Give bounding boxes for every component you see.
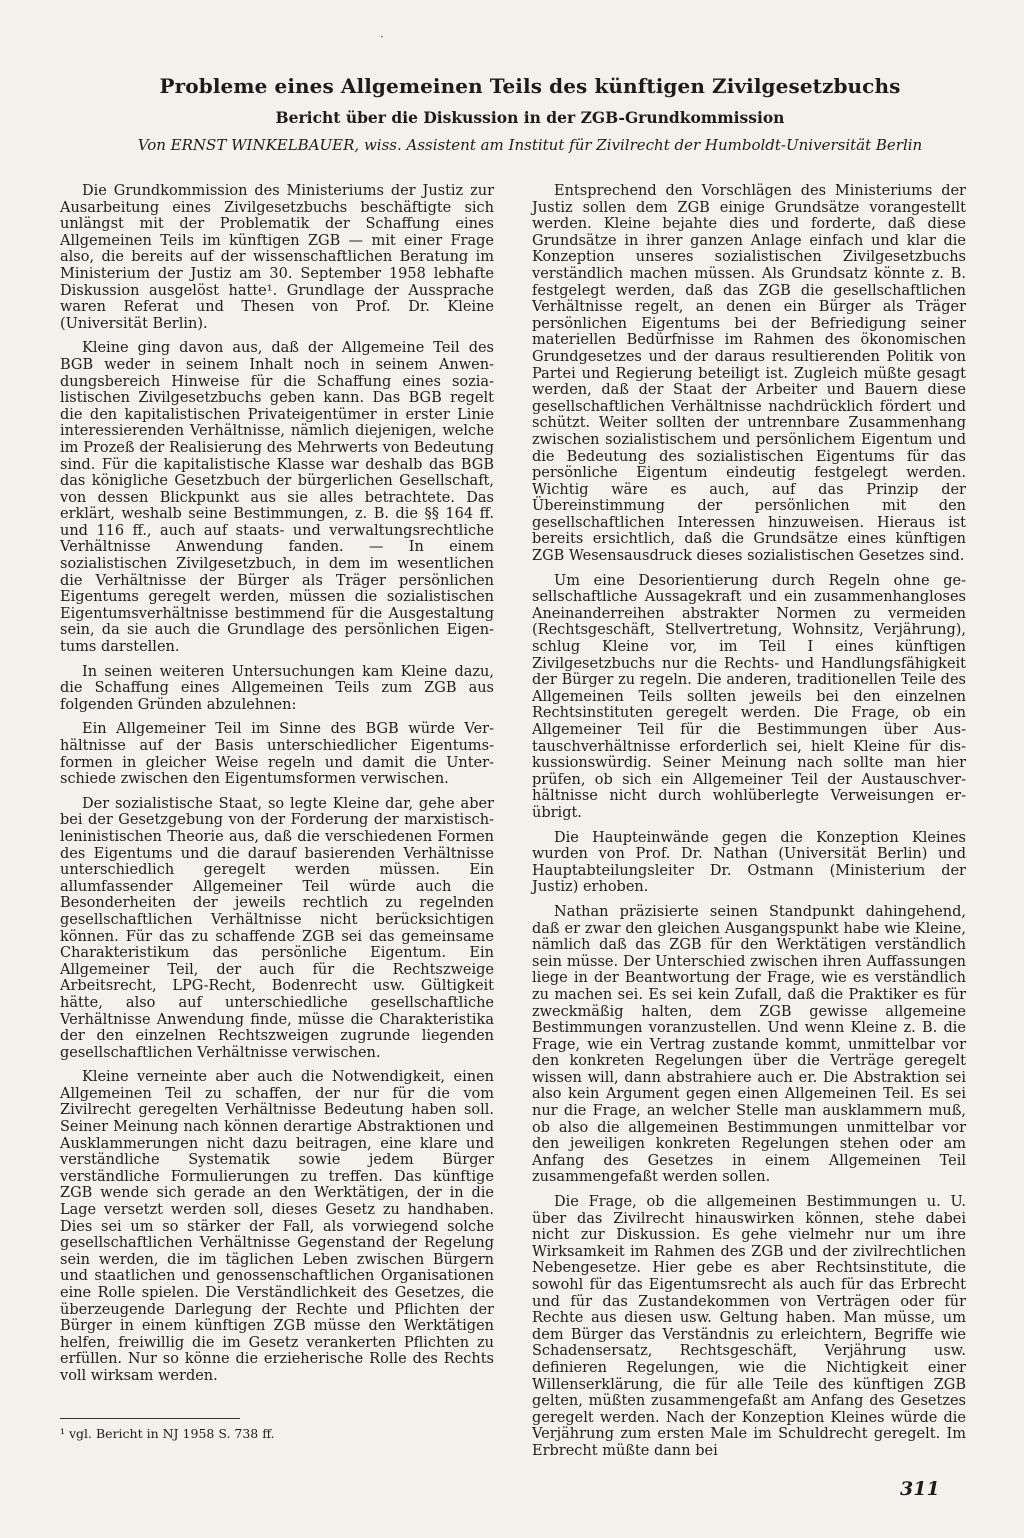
paragraph: Die Haupteinwände gegen die Konzeption Kleines wurden von Prof. Dr. Nathan (Universität Berlin) und Hauptabteilungsleiter Dr. Ostmann (Ministerium der Justiz) erhoben. — [532, 829, 966, 896]
paragraph: Nathan präzisierte seinen Standpunkt dahingehend, daß er zwar den gleichen Ausgangspunkt habe wie Kleine, nämlich daß das ZGB für den Werktätigen verständlich sein müsse. Der Unterschied zwischen ihren Auffassungen liege in der Beantwortung der Frage, wie es verständlich zu machen sei. Es sei kein Zufall, daß die Praktiker es für zweckmäßig halten, dem ZGB gewisse allgemeine Bestimmungen voranzustellen. Und wenn Kleine z. B. die Frage, wie ein Vertrag zustande kommt, unmittelbar vor den konkreten Regelungen über die Verträge geregelt wissen will, dann abstrahiere auch er. Die Abstraktion sei also kein Argument gegen einen Allgemeinen Teil. Es sei nur die Frage, an welcher Stelle man ausklammern muß, ob also die allgemeinen Bestimmungen unmittelbar vor den jeweiligen konkreten Regelungen stehen oder am Anfang des Gesetzes in einem Allgemeinen Teil zusammengefaßt werden sollen. — [532, 903, 966, 1186]
printing-mark: · — [380, 30, 384, 44]
left-column — [60, 183, 494, 1393]
page-number: 311 — [900, 1478, 940, 1500]
paragraph: Ein Allgemeiner Teil im Sinne des BGB würde Verhältnisse auf der Basis unterschiedlicher Eigentumsformen in gleicher Weise regeln und damit die Unterschiede zwischen den Eigentumsformen verwischen. — [60, 721, 494, 788]
paragraph: Die Frage, ob die allgemeinen Bestimmungen u. U. über das Zivilrecht hinauswirken können, stehe dabei nicht zur Diskussion. Es gehe vielmehr nur um ihre Wirksamkeit im Rahmen des ZGB und der zivilrechtlichen Nebengesetze. Hier gebe es aber Rechtsinstitute, die sowohl für das Eigentumsrecht als auch für das Erbrecht und für das Zustandekommen von Verträgen oder für Rechte aus diesen usw. Geltung haben. Man müsse, um dem Bürger das Verständnis zu erleichtern, Begriffe wie Schadensersatz, Rechtsgeschäft, Verjährung usw. definieren Regelungen, wie die Nichtigkeit einer Willenserklärung, die für alle Teile des künftigen ZGB gelten, müßten zusammengefaßt am Anfang des Gesetzes geregelt werden. Nach der Konzeption Kleines würde die Verjährung zum ersten Male im Schuldrecht geregelt. Im Erbrecht müßte dann bei — [532, 1194, 966, 1459]
right-column — [532, 183, 966, 1468]
paragraph: In seinen weiteren Untersuchungen kam Kleine dazu, die Schaffung eines Allgemeinen Teils zum ZGB aus folgenden Gründen abzulehnen: — [60, 663, 494, 713]
paragraph: Kleine verneinte aber auch die Notwendigkeit, einen Allgemeinen Teil zu schaffen, der nur für die vom Zivilrecht geregelten Verhältnisse Bedeutung haben soll. Seiner Meinung nach können derartige Abstraktionen und Ausklammerungen nicht dazu beitragen, eine klare und verständliche Systematik sowie jedem Bürger verständliche Formulierungen zu treffen. Das künftige ZGB wende sich gerade an den Werktätigen, der in die Lage versetzt werden soll, dieses Gesetz zu handhaben. Dies sei um so stärker der Fall, als vorwiegend solche gesellschaftlichen Verhältnisse Gegenstand der Regelung sein werden, die im täglichen Leben zwischen Bürgern und staatlichen und genossenschaftlichen Organisationen eine Rolle spielen. Die Verständlichkeit des Gesetzes, die überzeugende Darlegung der Rechte und Pflichten der Bürger in einem künftigen ZGB müsse den Werktätigen helfen, freiwillig die im Gesetz verankerten Pflichten zu erfüllen. Nur so könne die erzieherische Rolle des Rechts voll wirksam werden. — [60, 1069, 494, 1384]
paragraph: Der sozialistische Staat, so legte Kleine dar, gehe aber bei der Gesetzgebung von der Forderung der marxistisch-leninistischen Theorie aus, daß die verschiedenen Formen des Eigentums und die darauf basierenden Verhältnisse unterschiedlich geregelt werden müssen. Ein allumfassender Allgemeiner Teil würde auch die Besonderheiten der jeweils rechtlich zu regelnden gesellschaftlichen Verhältnisse nicht berücksichtigen können. Für das zu schaffende ZGB sei das gemeinsame Charakteristikum das persönliche Eigentum. Ein Allgemeiner Teil, der auch für die Rechtszweige Arbeitsrecht, LPG-Recht, Bodenrecht usw. Gültigkeit hätte, also auf unterschiedliche gesellschaftliche Verhältnisse Anwendung finde, müsse die Charakteristika der den einzelnen Rechtszweigen zugrunde liegenden gesellschaftlichen Verhältnisse verwischen. — [60, 795, 494, 1061]
article-byline: Von ERNST WINKELBAUER, wiss. Assistent am Institut für Zivilrecht der Humboldt-Universität Berlin — [137, 136, 923, 154]
article-title: Probleme eines Allgemeinen Teils des künftigen Zivilgesetzbuchs — [159, 74, 901, 98]
paragraph: Kleine ging davon aus, daß der Allgemeine Teil des BGB weder in seinem Inhalt noch in seinem Anwendungsbereich Hinweise für die Schaffung eines sozialistischen Zivilgesetzbuchs geben kann. Das BGB regelt die den kapitalistischen Privateigentümer in erster Linie interessierenden Verhältnisse, nämlich diejenigen, welche im Prozeß der Realisierung des Mehrwerts von Bedeutung sind. Für die kapitalistische Klasse war deshalb das BGB das königliche Gesetzbuch der bürgerlichen Gesellschaft, von dessen Blickpunkt aus sie alles betrachtete. Das erklärt, weshalb seine Bestimmungen, z. B. die §§ 164 ff. und 116 ff., auch auf staats- und verwaltungsrechtliche Verhältnisse Anwendung fanden. — In einem sozialistischen Zivilgesetzbuch, in dem im wesentlichen die Verhältnisse der Bürger als Träger persönlichen Eigentums geregelt werden, müssen die sozialistischen Eigentumsverhältnisse bestimmend für die Ausgestaltung sein, da sie auch die Grundlage des persönlichen Eigentums darstellen. — [60, 340, 494, 656]
paragraph: Entsprechend den Vorschlägen des Ministeriums der Justiz sollen dem ZGB einige Grundsätze vorangestellt werden. Kleine bejahte dies und forderte, daß diese Grundsätze in ihrer ganzen Anlage einfach und klar die Konzeption unseres sozialistischen Zivilgesetzbuchs verständlich machen müssen. Als Grundsatz könnte z. B. festgelegt werden, daß das ZGB die gesellschaftlichen Verhältnisse regelt, an denen ein Bürger als Träger persönlichen Eigentums bei der Befriedigung seiner materiellen Bedürfnisse im Rahmen des ökonomischen Grundgesetzes und der daraus resultierenden Politik von Partei und Regierung beteiligt ist. Zugleich müßte gesagt werden, daß der Staat der Arbeiter und Bauern diese gesellschaftlichen Verhältnisse nachdrücklich fördert und schützt. Weiter sollten der untrennbare Zusammenhang zwischen sozialistischem und persönlichem Eigentum und die Bedeutung des sozialistischen Eigentums für das persönliche Eigentum eindeutig festgelegt werden. Wichtig wäre es auch, auf das Prinzip der Übereinstimmung der persönlichen mit den gesellschaftlichen Interessen hinzuweisen. Hieraus ist bereits ersichtlich, daß die Grundsätze eines künftigen ZGB Wesensausdruck dieses sozialistischen Gesetzes sind. — [532, 183, 966, 565]
article-subtitle: Bericht über die Diskussion in der ZGB-Grundkommission — [275, 108, 785, 127]
paragraph: Die Grundkommission des Ministeriums der Justiz zur Ausarbeitung eines Zivilgesetzbuchs beschäftigte sich unlängst mit der Problematik der Schaffung eines Allgemeinen Teils im künftigen ZGB — mit einer Frage also, die bereits auf der wissenschaftlichen Beratung im Ministerium der Justiz am 30. September 1958 lebhafte Diskussion ausgelöst hatte¹. Grundlage der Aussprache waren Referat und Thesen von Prof. Dr. Kleine (Universität Berlin). — [60, 183, 494, 332]
footnote: ¹ vgl. Bericht in NJ 1958 S. 738 ff. — [60, 1426, 275, 1441]
paragraph: Um eine Desorientierung durch Regeln ohne gesellschaftliche Aussagekraft und ein zusammenhangloses Aneinanderreihen abstrakter Normen zu vermeiden (Rechtsgeschäft, Stellvertretung, Wohnsitz, Verjährung), schlug Kleine vor, im Teil I eines künftigen Zivilgesetzbuchs nur die Rechts- und Handlungsfähigkeit der Bürger zu regeln. Die anderen, traditionellen Teile des Allgemeinen Teils sollten jeweils bei den einzelnen Rechtsinstituten geregelt werden. Die Frage, ob ein Allgemeiner Teil für die Bestimmungen über Austauschverhältnisse erforderlich sei, hielt Kleine für diskussionswürdig. Seiner Meinung nach sollte man hier prüfen, ob sich ein Allgemeiner Teil der Austauschverhältnisse nicht durch wohlüberlegte Verweisungen erübrigt. — [532, 572, 966, 821]
footnote-rule — [60, 1418, 240, 1419]
